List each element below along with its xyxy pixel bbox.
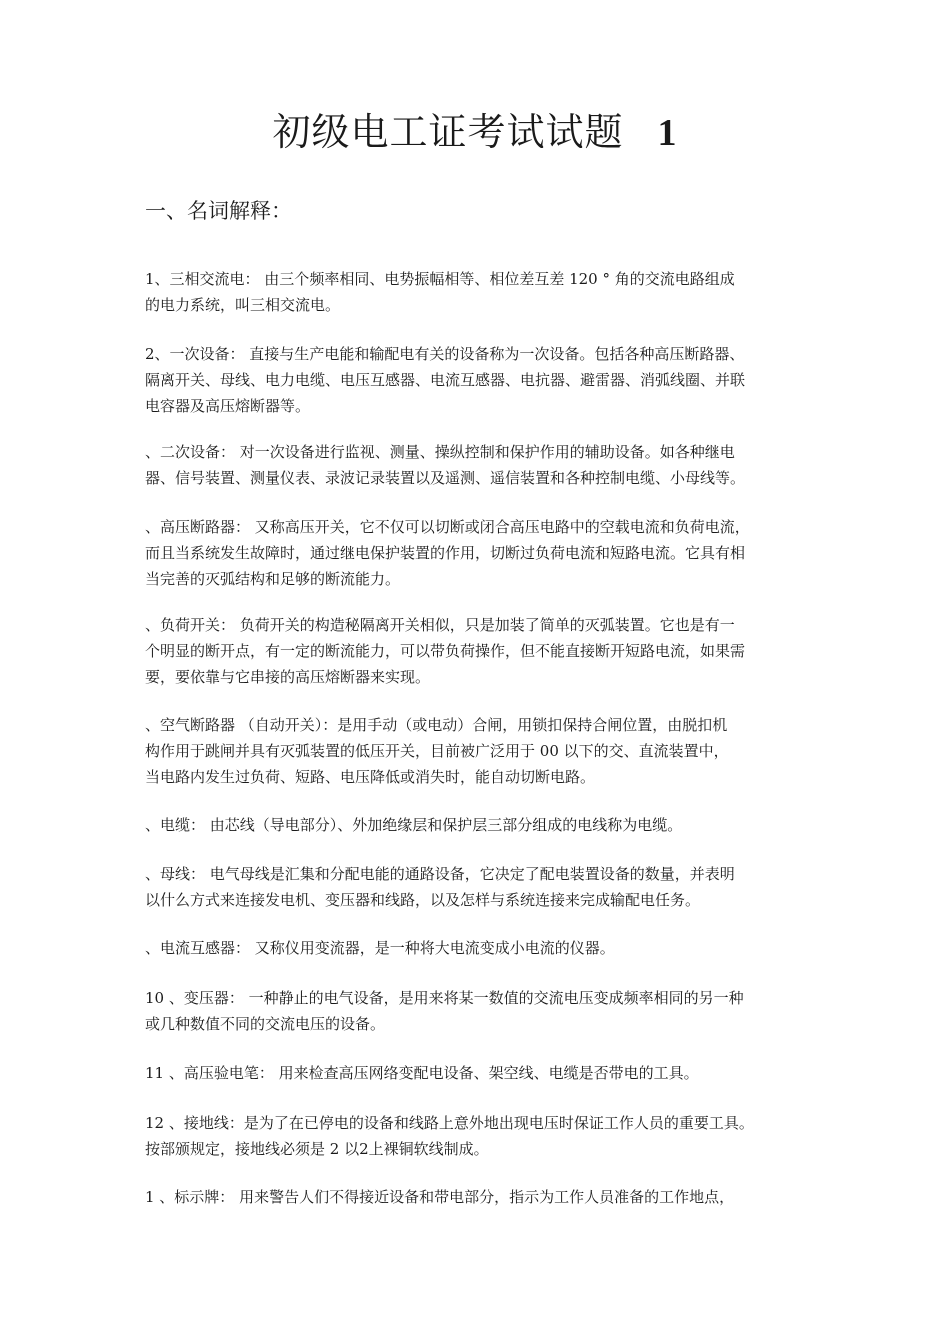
paragraph-line: 、负荷开关： 负荷开关的构造秘隔离开关相似，只是加装了简单的灭弧装置。它也是有一	[145, 616, 735, 634]
paragraph-7	[145, 812, 810, 838]
paragraph-6	[145, 712, 810, 790]
paragraph-11	[145, 1060, 810, 1086]
paragraph-line: 、空气断路器 （自动开关）：是用手动（或电动）合闸，用锁扣保持合闸位置，由脱扣机	[145, 716, 728, 734]
paragraph-line: 、高压断路器： 又称高压开关，它不仅可以切断或闭合高压电路中的空载电流和负荷电流，	[145, 518, 750, 536]
section-heading: 一、名词解释：	[145, 199, 292, 223]
paragraph-line: 隔离开关、母线、电力电缆、电压互感器、电流互感器、电抗器、避雷器、消弧线圈、并联	[145, 371, 746, 389]
paragraph-line: 按部颁规定，接地线必须是 2 以2上裸铜软线制成。	[145, 1140, 489, 1158]
paragraph-line: 、二次设备： 对一次设备进行监视、测量、操纵控制和保护作用的辅助设备。如各种继电	[145, 443, 735, 461]
paragraph-2	[145, 341, 810, 419]
paragraph-3	[145, 439, 810, 491]
paragraph-line: 而且当系统发生故障时，通过继电保护装置的作用，切断过负荷电流和短路电流。它具有相	[145, 544, 746, 562]
paragraph-line: 电容器及高压熔断器等。	[145, 397, 311, 415]
paragraph-line: 当电路内发生过负荷、短路、电压降低或消失时，能自动切断电路。	[145, 768, 596, 786]
paragraph-line: 器、信号装置、测量仪表、录波记录装置以及遥测、遥信装置和各种控制电缆、小母线等。	[145, 469, 746, 487]
paragraph-line: 1 、标示牌： 用来警告人们不得接近设备和带电部分，指示为工作人员准备的工作地点，	[145, 1188, 735, 1206]
paragraph-10	[145, 985, 810, 1037]
paragraph-5	[145, 612, 810, 690]
title-number: 1	[657, 112, 678, 154]
paragraph-line: 、母线： 电气母线是汇集和分配电能的通路设备，它决定了配电装置设备的数量，并表明	[145, 865, 735, 883]
paragraph-line: 12 、接地线：是为了在已停电的设备和线路上意外地出现电压时保证工作人员的重要工具。	[145, 1114, 754, 1132]
paragraph-line: 的电力系统，叫三相交流电。	[145, 296, 341, 314]
paragraph-line: 以什么方式来连接发电机、变压器和线路，以及怎样与系统连接来完成输配电任务。	[145, 891, 701, 909]
paragraph-line: 2、一次设备： 直接与生产电能和输配电有关的设备称为一次设备。包括各种高压断路器、	[145, 345, 745, 363]
paragraph-line: 或几种数值不同的交流电压的设备。	[145, 1015, 386, 1033]
paragraph-9	[145, 935, 810, 961]
paragraph-line: 构作用于跳闸并具有灭弧装置的低压开关，目前被广泛用于 00 以下的交、直流装置中，	[145, 742, 729, 760]
title-text: 初级电工证考试试题	[272, 110, 624, 154]
paragraph-4	[145, 514, 810, 592]
paragraph-8	[145, 861, 810, 913]
paragraph-13	[145, 1184, 810, 1210]
page-title	[0, 108, 950, 157]
paragraph-line: 10 、变压器： 一种静止的电气设备，是用来将某一数值的交流电压变成频率相同的另一种	[145, 989, 744, 1007]
paragraph-line: 11 、高压验电笔： 用来检查高压网络变配电设备、架空线、电缆是否带电的工具。	[145, 1064, 699, 1082]
paragraph-line: 个明显的断开点，有一定的断流能力，可以带负荷操作，但不能直接断开短路电流，如果需	[145, 642, 746, 660]
paragraph-line: 1、三相交流电： 由三个频率相同、电势振幅相等、相位差互差 120 ° 角的交流电路组成	[145, 270, 735, 288]
paragraph-line: 要，要依靠与它串接的高压熔断器来实现。	[145, 668, 431, 686]
paragraph-1	[145, 266, 810, 318]
paragraph-line: 、电流互感器： 又称仪用变流器，是一种将大电流变成小电流的仪器。	[145, 939, 615, 957]
paragraph-line: 、电缆： 由芯线（导电部分）、外加绝缘层和保护层三部分组成的电线称为电缆。	[145, 816, 683, 834]
paragraph-line: 当完善的灭弧结构和足够的断流能力。	[145, 570, 401, 588]
paragraph-12	[145, 1110, 810, 1162]
